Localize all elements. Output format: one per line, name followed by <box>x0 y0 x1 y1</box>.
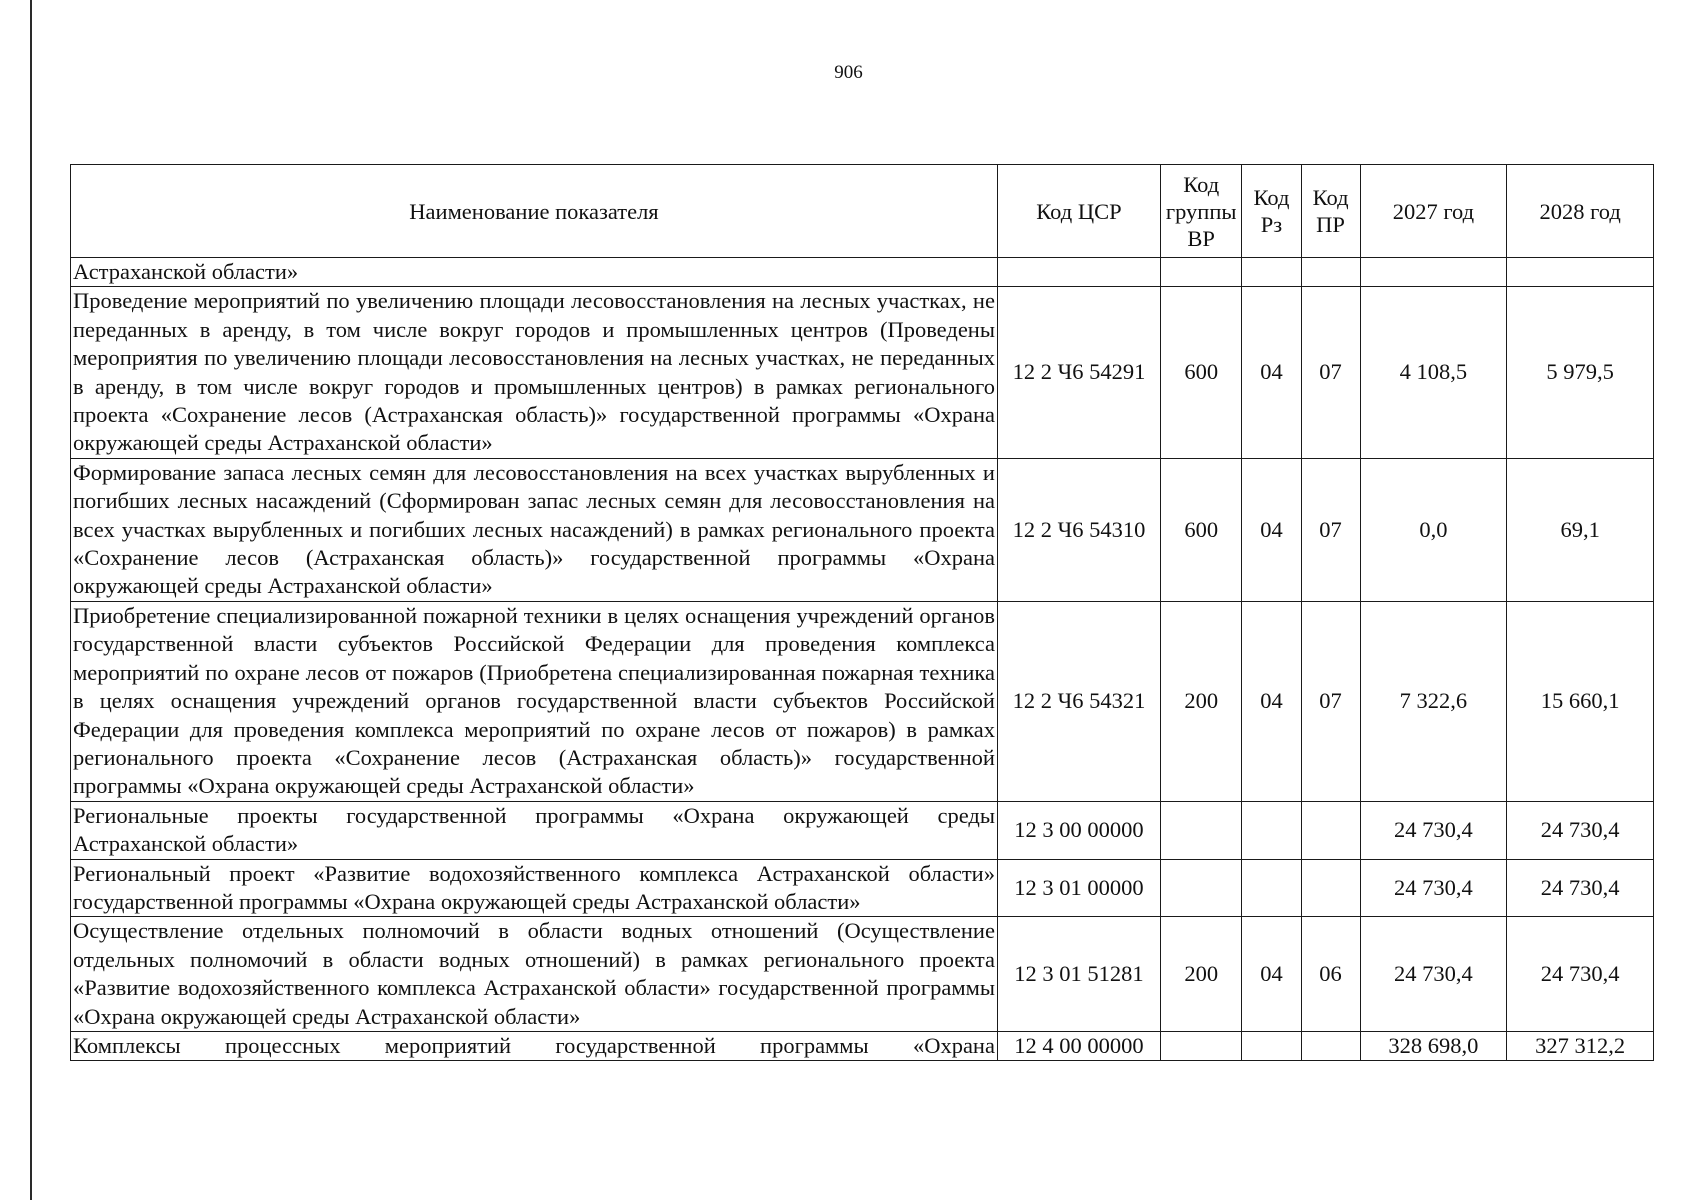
row-rz: 04 <box>1242 287 1301 458</box>
row-pr <box>1301 258 1360 287</box>
budget-table <box>70 164 1654 1061</box>
row-pr <box>1301 801 1360 859</box>
row-pr <box>1301 1031 1360 1060</box>
header-vr-line1: Код <box>1183 171 1220 197</box>
row-vr <box>1160 801 1241 859</box>
table-row <box>71 601 1654 801</box>
row-2027: 328 698,0 <box>1360 1031 1507 1060</box>
header-rz-line2: Рз <box>1260 212 1283 237</box>
header-vr-line2: группы <box>1165 198 1237 224</box>
row-pr: 06 <box>1301 917 1360 1032</box>
row-csr: 12 4 00 00000 <box>997 1031 1160 1060</box>
row-pr: 07 <box>1301 458 1360 601</box>
table-row <box>71 287 1654 458</box>
row-vr <box>1160 258 1241 287</box>
row-2028 <box>1507 258 1654 287</box>
header-pr-line1: Код <box>1312 185 1349 210</box>
row-vr: 200 <box>1160 917 1241 1032</box>
row-name: Астраханской области» <box>71 258 998 287</box>
table-row <box>71 801 1654 859</box>
header-rz <box>1242 165 1301 258</box>
row-vr: 600 <box>1160 458 1241 601</box>
header-csr: Код ЦСР <box>997 165 1160 258</box>
row-2027: 0,0 <box>1360 458 1507 601</box>
header-pr <box>1301 165 1360 258</box>
row-2028: 24 730,4 <box>1507 917 1654 1032</box>
row-vr: 200 <box>1160 601 1241 801</box>
row-vr <box>1160 1031 1241 1060</box>
row-csr: 12 3 00 00000 <box>997 801 1160 859</box>
table-row <box>71 917 1654 1032</box>
row-2027: 24 730,4 <box>1360 859 1507 917</box>
row-2028: 69,1 <box>1507 458 1654 601</box>
row-name: Региональный проект «Развитие водохозяйственного комплекса Астраханской области» государственной программы «Охрана окружающей среды Астраханской области» <box>71 859 998 917</box>
row-rz: 04 <box>1242 601 1301 801</box>
row-2028: 15 660,1 <box>1507 601 1654 801</box>
row-2028: 327 312,2 <box>1507 1031 1654 1060</box>
header-row <box>71 165 1654 258</box>
table-row <box>71 458 1654 601</box>
row-2028: 24 730,4 <box>1507 801 1654 859</box>
row-2027: 24 730,4 <box>1360 801 1507 859</box>
row-name: Проведение мероприятий по увеличению площади лесовосстановления на лесных участках, не переданных в аренду, в том числе вокруг городов и промышленных центров (Проведены мероприятия по увеличению площади лесовосстановления на лесных участках, не переданных в аренду, в том числе вокруг городов и промышленных центров) в рамках регионального проекта «Сохранение лесов (Астраханская область)» государственной программы «Охрана окружающей среды Астраханской области» <box>71 287 998 458</box>
row-name: Комплексы процессных мероприятий государственной программы «Охрана <box>71 1031 998 1060</box>
row-rz: 04 <box>1242 917 1301 1032</box>
row-rz <box>1242 801 1301 859</box>
row-2028: 24 730,4 <box>1507 859 1654 917</box>
header-name: Наименование показателя <box>71 165 998 258</box>
header-2027: 2027 год <box>1360 165 1507 258</box>
row-name: Региональные проекты государственной программы «Охрана окружающей среды Астраханской области» <box>71 801 998 859</box>
row-vr: 600 <box>1160 287 1241 458</box>
row-csr: 12 2 Ч6 54291 <box>997 287 1160 458</box>
row-rz <box>1242 1031 1301 1060</box>
row-vr <box>1160 859 1241 917</box>
table-row <box>71 1031 1654 1060</box>
row-name: Осуществление отдельных полномочий в области водных отношений (Осуществление отдельных полномочий в области водных отношений) в рамках регионального проекта «Развитие водохозяйственного комплекса Астраханской области» государственной программы «Охрана окружающей среды Астраханской области» <box>71 917 998 1032</box>
row-csr: 12 3 01 00000 <box>997 859 1160 917</box>
header-rz-line1: Код <box>1253 185 1290 210</box>
table-row <box>71 258 1654 287</box>
row-csr: 12 3 01 51281 <box>997 917 1160 1032</box>
header-vr-line3: ВР <box>1187 225 1215 251</box>
row-2027: 24 730,4 <box>1360 917 1507 1032</box>
row-rz: 04 <box>1242 458 1301 601</box>
header-2028: 2028 год <box>1507 165 1654 258</box>
row-rz <box>1242 258 1301 287</box>
row-csr <box>997 258 1160 287</box>
table-row <box>71 859 1654 917</box>
header-pr-line2: ПР <box>1316 212 1345 237</box>
row-csr: 12 2 Ч6 54310 <box>997 458 1160 601</box>
row-2027: 4 108,5 <box>1360 287 1507 458</box>
row-pr: 07 <box>1301 287 1360 458</box>
row-pr: 07 <box>1301 601 1360 801</box>
row-rz <box>1242 859 1301 917</box>
row-2027: 7 322,6 <box>1360 601 1507 801</box>
row-name: Приобретение специализированной пожарной техники в целях оснащения учреждений органов государственной власти субъектов Российской Федерации для проведения комплекса мероприятий по охране лесов от пожаров (Приобретена специализированная пожарная техника в целях оснащения учреждений органов государственной власти субъектов Российской Федерации для проведения комплекса мероприятий по охране лесов от пожаров) в рамках регионального проекта «Сохранение лесов (Астраханская область)» государственной программы «Охрана окружающей среды Астраханской области» <box>71 601 998 801</box>
header-vr <box>1160 165 1241 258</box>
row-2027 <box>1360 258 1507 287</box>
row-pr <box>1301 859 1360 917</box>
row-2028: 5 979,5 <box>1507 287 1654 458</box>
row-csr: 12 2 Ч6 54321 <box>997 601 1160 801</box>
page-number: 906 <box>834 62 863 83</box>
row-name: Формирование запаса лесных семян для лесовосстановления на всех участках вырубленных и погибших лесных насаждений (Сформирован запас лесных семян для лесовосстановления на всех участках вырубленных и погибших лесных насаждений) в рамках регионального проекта «Сохранение лесов (Астраханская область)» государственной программы «Охрана окружающей среды Астраханской области» <box>71 458 998 601</box>
binding-line <box>30 0 32 1200</box>
